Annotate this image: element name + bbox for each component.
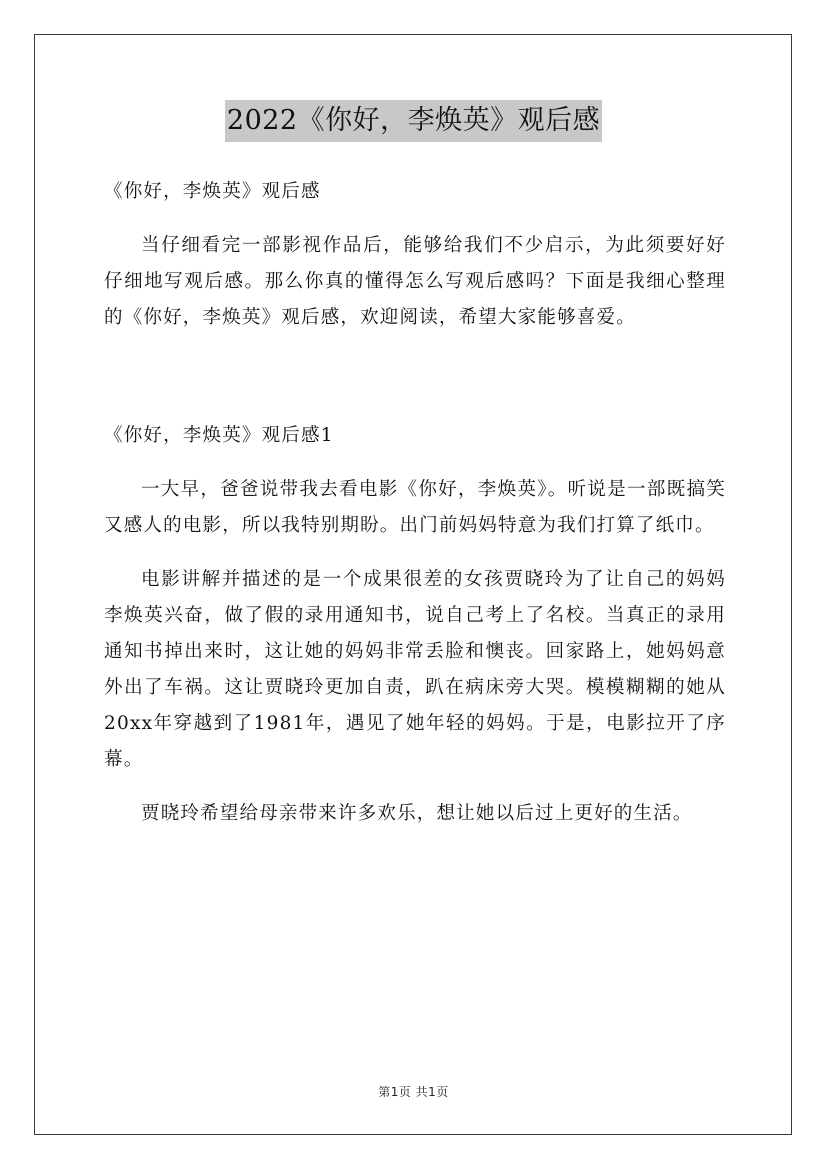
title-container bbox=[0, 100, 827, 142]
document-body bbox=[104, 174, 726, 832]
page-footer: 第1页 共1页 bbox=[378, 1085, 449, 1099]
intro-paragraph: 当仔细看完一部影视作品后，能够给我们不少启示，为此须要好好仔细地写观后感。那么你真的懂得怎么写观后感吗？下面是我细心整理的《你好，李焕英》观后感，欢迎阅读，希望大家能够喜爱。 bbox=[104, 235, 726, 328]
body-paragraph-3: 贾晓玲希望给母亲带来许多欢乐，想让她以后过上更好的生活。 bbox=[141, 803, 693, 824]
subheading-essay-1: 《你好，李焕英》观后感1 bbox=[104, 425, 334, 446]
document-title: 2022《你好，李焕英》观后感 bbox=[225, 100, 602, 142]
subheading-main: 《你好，李焕英》观后感 bbox=[104, 181, 321, 202]
body-paragraph-2: 电影讲解并描述的是一个成果很差的女孩贾晓玲为了让自己的妈妈李焕英兴奋，做了假的录用通知书，说自己考上了名校。当真正的录用通知书掉出来时，这让她的妈妈非常丢脸和懊丧。回家路上，她妈妈意外出了车祸。这让贾晓玲更加自责，趴在病床旁大哭。模模糊糊的她从20xx年穿越到了1981年，遇见了她年轻的妈妈。于是，电影拉开了序幕。 bbox=[104, 569, 726, 770]
body-paragraph-1: 一大早，爸爸说带我去看电影《你好，李焕英》。听说是一部既搞笑又感人的电影，所以我特别期盼。出门前妈妈特意为我们打算了纸巾。 bbox=[104, 479, 726, 536]
